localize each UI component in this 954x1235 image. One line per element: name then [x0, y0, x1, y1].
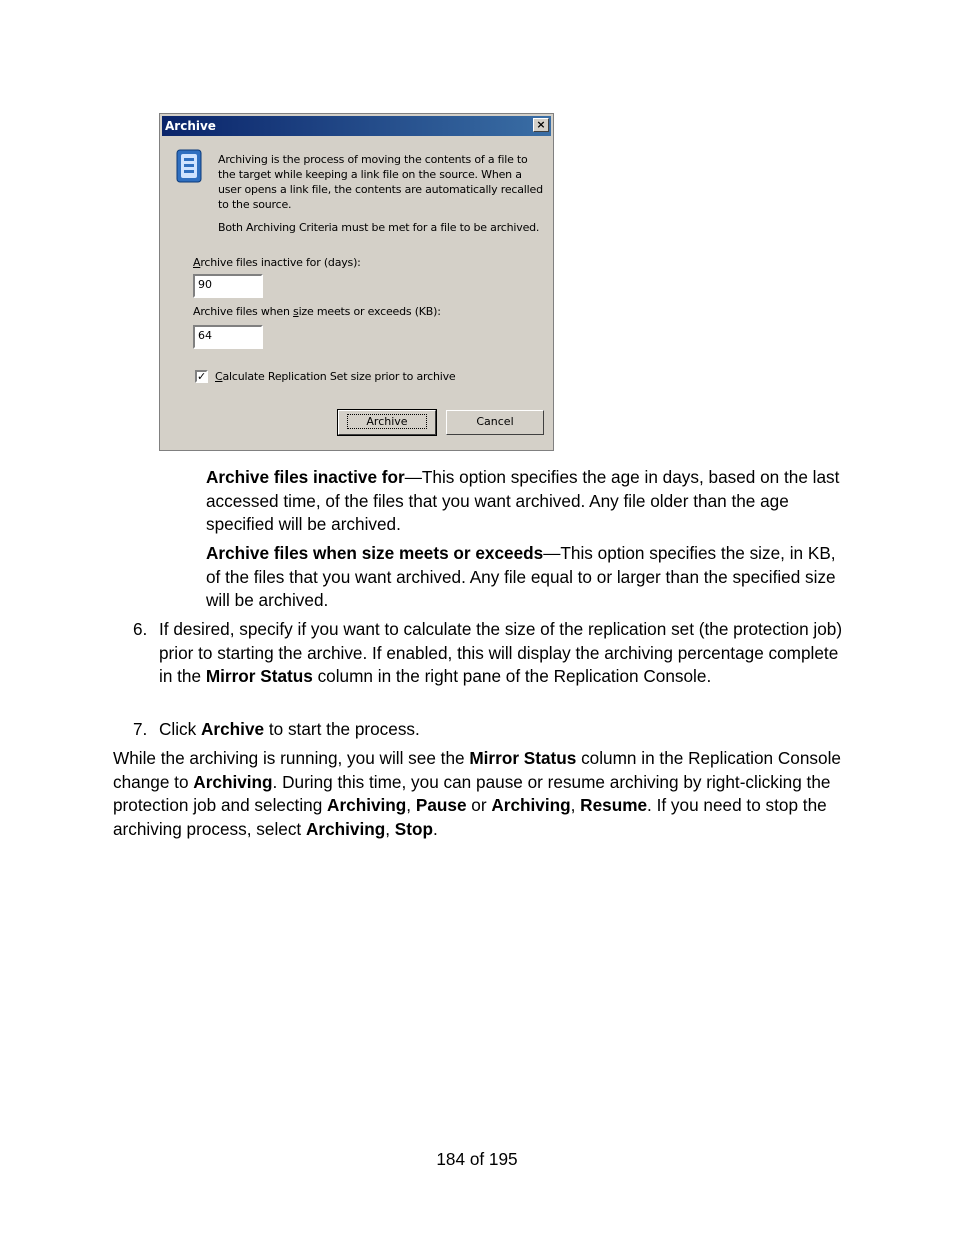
dialog-description: Archiving is the process of moving the contents of a file to the target while keeping a link file on the source. When a user opens a link file, the contents are automatically recalled to the source. [218, 153, 543, 211]
archive-button[interactable]: Archive [338, 410, 436, 435]
calculate-size-label[interactable]: Calculate Replication Set size prior to archive [215, 370, 456, 383]
step-number: 7. [133, 719, 148, 739]
dialog-titlebar [162, 116, 551, 136]
archiving-status-paragraph: While the archiving is running, you will see the Mirror Status column in the Replication Console change to Archiving. During this time, you can pause or resume archiving by right-clicking the protection job and selecting Archiving, Pause or Archiving, Resume. If you need to stop the archiving process, select Archiving, Stop. [113, 748, 841, 839]
page-number: 184 of 195 [436, 1149, 518, 1169]
archive-dialog [159, 113, 554, 451]
size-kb-input[interactable]: 64 [193, 325, 263, 349]
checkmark-icon: ✓ [197, 370, 207, 383]
dialog-criteria-note: Both Archiving Criteria must be met for a file to be archived. [218, 221, 540, 234]
dialog-title: Archive [165, 119, 216, 133]
inactive-days-input[interactable]: 90 [193, 274, 263, 298]
step-number: 6. [133, 619, 148, 639]
size-option-description: Archive files when size meets or exceeds—This option specifies the size, in KB, of the files that you want archived. Any file equal to or larger than the specified size will be archived. [206, 543, 836, 610]
calculate-size-checkbox[interactable] [195, 370, 208, 383]
info-dialog-icon [174, 148, 206, 184]
cancel-button[interactable]: Cancel [446, 410, 544, 435]
step-text: Click Archive to start the process. [159, 719, 420, 739]
inactive-days-label: Archive files inactive for (days): [193, 256, 361, 269]
size-kb-label: Archive files when size meets or exceeds (KB): [193, 305, 441, 318]
step-text: If desired, specify if you want to calculate the size of the replication set (the protection job) prior to starting the archive. If enabled, this will display the archiving percentage complete in the Mirror Status column in the right pane of the Replication Console. [159, 619, 843, 686]
inactive-option-description: Archive files inactive for—This option specifies the age in days, based on the last accessed time, of the files that you want archived. Any file older than the age specified will be archived. [206, 467, 840, 534]
close-icon[interactable]: × [533, 118, 549, 132]
